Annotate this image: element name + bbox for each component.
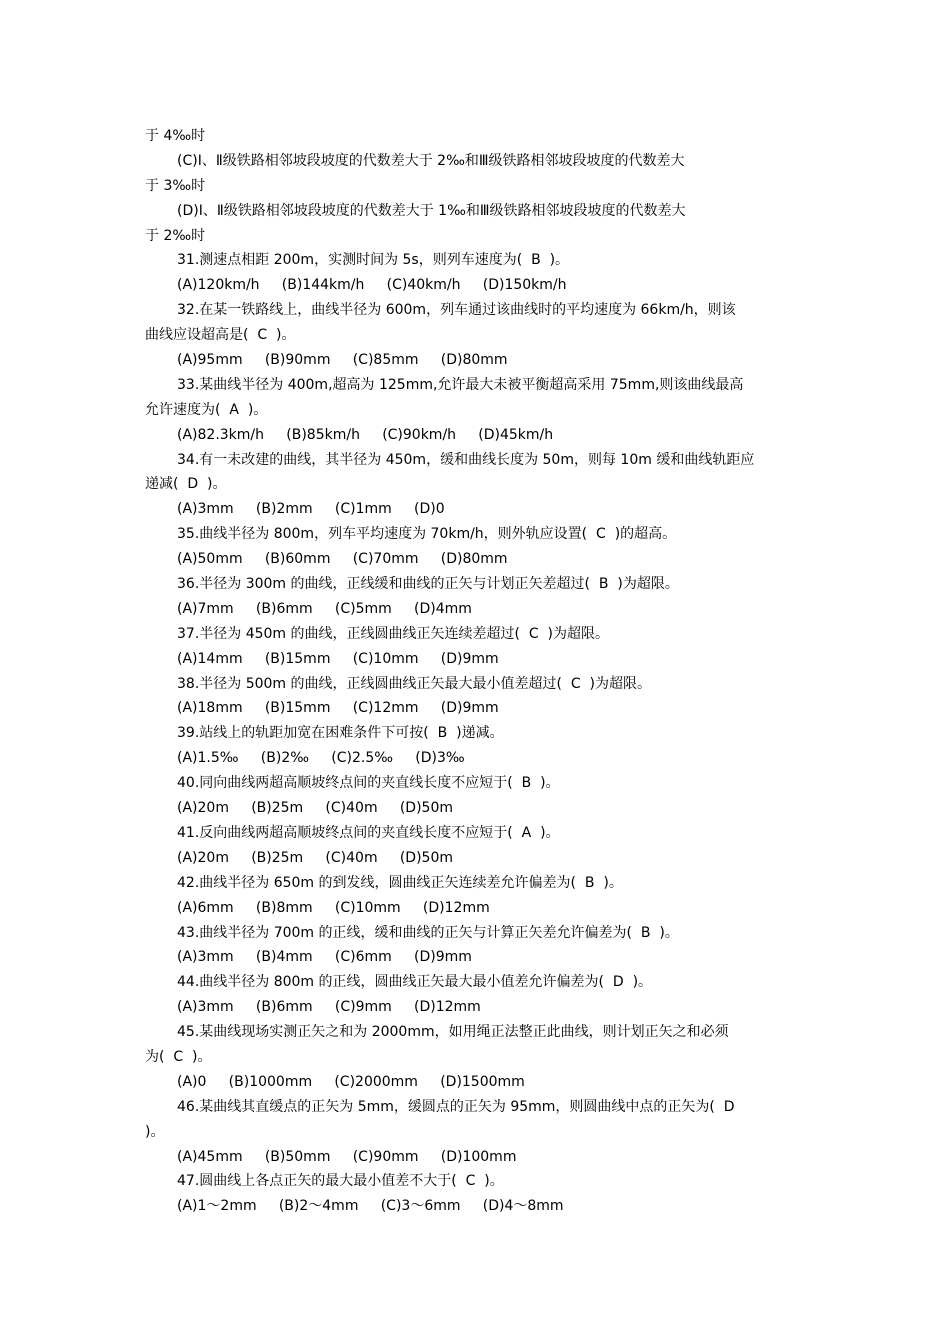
- text-line: 44.曲线半径为 800m 的正线，圆曲线正矢最大最小值差允许偏差为( D )。: [177, 974, 653, 991]
- text-line: (A)3mm (B)4mm (C)6mm (D)9mm: [177, 949, 472, 966]
- text-line: 递减( D )。: [145, 476, 227, 493]
- text-line: (A)120km/h (B)144km/h (C)40km/h (D)150km/h: [177, 277, 567, 294]
- text-line: 34.有一未改建的曲线，其半径为 450m，缓和曲线长度为 50m，则每 10m 缓和曲线轨距应: [177, 451, 755, 468]
- text-line: (A)1.5‰ (B)2‰ (C)2.5‰ (D)3‰: [177, 750, 465, 767]
- text-line: 于 2‰时: [145, 227, 206, 244]
- text-line: 37.半径为 450m 的曲线，正线圆曲线正矢连续差超过( C )为超限。: [177, 625, 610, 642]
- text-line: 38.半径为 500m 的曲线，正线圆曲线正矢最大最小值差超过( C )为超限。: [177, 675, 652, 692]
- text-line: (A)95mm (B)90mm (C)85mm (D)80mm: [177, 352, 508, 369]
- text-line: 42.曲线半径为 650m 的到发线，圆曲线正矢连续差允许偏差为( B )。: [177, 874, 623, 891]
- text-line: 31.测速点相距 200m，实测时间为 5s，则列车速度为( B )。: [177, 252, 570, 269]
- text-line: 32.在某一铁路线上，曲线半径为 600m，列车通过该曲线时的平均速度为 66km/h，则该: [177, 302, 736, 319]
- text-line: 35.曲线半径为 800m，列车平均速度为 70km/h，则外轨应设置( C )的超高。: [177, 526, 677, 543]
- text-line: 46.某曲线其直缓点的正矢为 5mm，缓圆点的正矢为 95mm，则圆曲线中点的正矢为( D: [177, 1098, 735, 1115]
- text-line: (A)14mm (B)15mm (C)10mm (D)9mm: [177, 650, 499, 667]
- text-line: (A)20m (B)25m (C)40m (D)50m: [177, 849, 453, 866]
- text-line: 曲线应设超高是( C )。: [145, 327, 296, 344]
- text-line: 为( C )。: [145, 1048, 212, 1065]
- text-line: (C)Ⅰ、Ⅱ级铁路相邻坡段坡度的代数差大于 2‰和Ⅲ级铁路相邻坡段坡度的代数差大: [177, 152, 685, 169]
- text-line: (A)0 (B)1000mm (C)2000mm (D)1500mm: [177, 1073, 525, 1090]
- text-line: (A)3mm (B)6mm (C)9mm (D)12mm: [177, 999, 481, 1016]
- text-line: (D)Ⅰ、Ⅱ级铁路相邻坡段坡度的代数差大于 1‰和Ⅲ级铁路相邻坡段坡度的代数差大: [177, 202, 686, 219]
- text-line: 于 3‰时: [145, 177, 206, 194]
- text-line: (A)45mm (B)50mm (C)90mm (D)100mm: [177, 1148, 517, 1165]
- text-line: (A)18mm (B)15mm (C)12mm (D)9mm: [177, 700, 499, 717]
- text-line: (A)1～2mm (B)2～4mm (C)3～6mm (D)4～8mm: [177, 1198, 564, 1215]
- text-line: 33.某曲线半径为 400m,超高为 125mm,允许最大未被平衡超高采用 75mm,则该曲线最高: [177, 376, 744, 393]
- text-line: 36.半径为 300m 的曲线，正线缓和曲线的正矢与计划正矢差超过( B )为超限。: [177, 576, 679, 593]
- text-line: (A)3mm (B)2mm (C)1mm (D)0: [177, 501, 445, 518]
- document-body: [145, 124, 810, 1219]
- text-line: 于 4‰时: [145, 128, 206, 144]
- text-line: (A)82.3km/h (B)85km/h (C)90km/h (D)45km/h: [177, 426, 554, 443]
- text-line: 41.反向曲线两超高顺坡终点间的夹直线长度不应短于( A )。: [177, 824, 560, 841]
- text-line: 47.圆曲线上各点正矢的最大最小值差不大于( C )。: [177, 1173, 504, 1190]
- text-line: 43.曲线半径为 700m 的正线，缓和曲线的正矢与计算正矢差允许偏差为( B )。: [177, 924, 679, 941]
- text-line: )。: [145, 1123, 165, 1140]
- text-line: 45.某曲线现场实测正矢之和为 2000mm，如用绳正法整正此曲线，则计划正矢之和必须: [177, 1024, 729, 1041]
- text-line: (A)20m (B)25m (C)40m (D)50m: [177, 800, 453, 817]
- text-line: (A)7mm (B)6mm (C)5mm (D)4mm: [177, 600, 472, 617]
- text-line: 39.站线上的轨距加宽在困难条件下可按( B )递减。: [177, 725, 504, 742]
- text-line: (A)50mm (B)60mm (C)70mm (D)80mm: [177, 551, 508, 568]
- text-line: (A)6mm (B)8mm (C)10mm (D)12mm: [177, 899, 490, 916]
- text-line: 允许速度为( A )。: [145, 401, 268, 418]
- text-line: 40.同向曲线两超高顺坡终点间的夹直线长度不应短于( B )。: [177, 775, 560, 792]
